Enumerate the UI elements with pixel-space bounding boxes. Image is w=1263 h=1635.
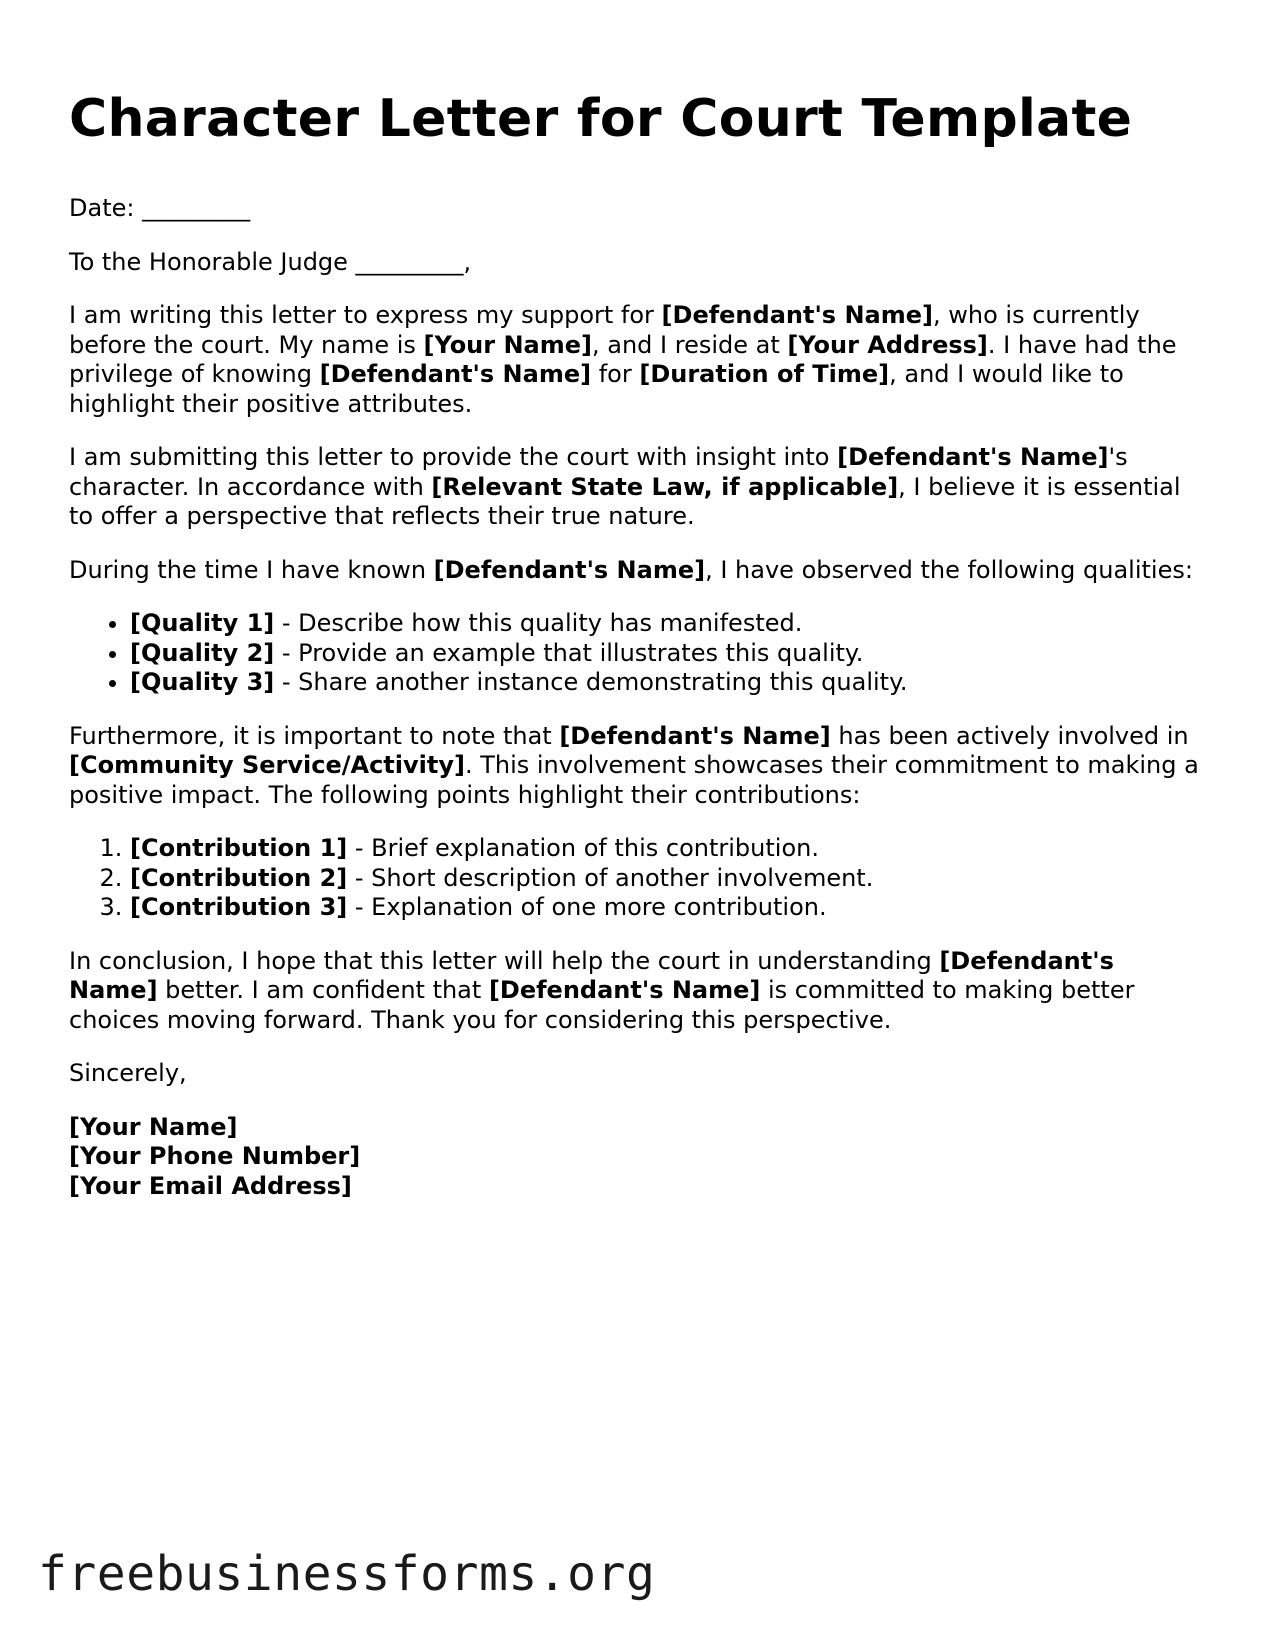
signature-block — [69, 1113, 1199, 1202]
your-address-placeholder: [Your Address] — [787, 330, 988, 359]
intro-text-5: for — [591, 360, 640, 388]
qualities-intro-text-2: , I have observed the following qualities: — [705, 555, 1193, 584]
date-line: Date: _________ — [69, 194, 251, 222]
quality-text: - Describe how this quality has manifested. — [274, 609, 803, 637]
list-item — [130, 893, 1199, 923]
list-item — [130, 609, 1199, 639]
contribution-text: - Explanation of one more contribution. — [347, 893, 827, 921]
list-item — [130, 639, 1199, 669]
community-service-placeholder: [Community Service/Activity] — [69, 751, 465, 779]
intro-text-3: , and I reside at — [592, 330, 788, 359]
quality-text: - Share another instance demonstrating this quality. — [274, 668, 908, 696]
quality-label: [Quality 3] — [130, 668, 275, 696]
defendant-name-placeholder: [Defendant's Name] — [559, 721, 831, 750]
qualities-list — [69, 609, 1199, 698]
letter-document — [69, 84, 1199, 1225]
intro-paragraph — [69, 301, 1199, 419]
contribution-label: [Contribution 3] — [130, 893, 348, 921]
your-name-placeholder: [Your Name] — [423, 330, 592, 359]
contribution-text: - Short description of another involvement. — [347, 863, 874, 892]
footer-watermark: freebusinessforms.org — [38, 1546, 656, 1602]
conclusion-text-1: In conclusion, I hope that this letter will help the court in understanding — [69, 946, 940, 975]
purpose-text-3: , I believe it is essential to offer a perspective that reflects their true nature. — [69, 472, 1181, 530]
duration-placeholder: [Duration of Time] — [639, 360, 890, 388]
intro-text-6: , and I would like to highlight their positive attributes. — [69, 360, 1124, 418]
purpose-text-1: I am submitting this letter to provide the court with insight into — [69, 443, 838, 471]
intro-text-2: , who is currently before the court. My name is — [69, 301, 1140, 359]
purpose-text-2: 's character. In accordance with — [69, 443, 1128, 501]
conclusion-text-2: better. I am confident that — [157, 976, 489, 1004]
quality-label: [Quality 1] — [130, 609, 275, 637]
community-text-1: Furthermore, it is important to note that — [69, 721, 560, 750]
signature-name: [Your Name] — [69, 1112, 238, 1141]
closing: Sincerely, — [69, 1059, 187, 1087]
contribution-label: [Contribution 1] — [130, 834, 348, 862]
purpose-paragraph — [69, 443, 1199, 532]
conclusion-paragraph — [69, 947, 1199, 1036]
quality-text: - Provide an example that illustrates this quality. — [274, 638, 864, 667]
conclusion-text-3: is committed to making better choices moving forward. Thank you for considering this perspective. — [69, 976, 1135, 1034]
contribution-text: - Brief explanation of this contribution. — [347, 834, 819, 862]
contribution-label: [Contribution 2] — [130, 863, 348, 892]
defendant-name-placeholder: [Defendant's Name] — [488, 976, 761, 1004]
intro-text-1: I am writing this letter to express my support for — [69, 301, 662, 329]
community-paragraph — [69, 722, 1199, 811]
state-law-placeholder: [Relevant State Law, if applicable] — [431, 472, 899, 501]
qualities-intro-paragraph — [69, 556, 1199, 586]
intro-text-4: . I have had the privilege of knowing — [69, 330, 1177, 388]
quality-label: [Quality 2] — [130, 638, 275, 667]
contributions-list — [69, 834, 1199, 923]
salutation: To the Honorable Judge _________, — [69, 247, 472, 276]
signature-email: [Your Email Address] — [69, 1171, 352, 1200]
list-item — [130, 834, 1199, 864]
list-item — [130, 864, 1199, 894]
community-text-3: . This involvement showcases their commitment to making a positive impact. The following points highlight their contributions: — [69, 751, 1199, 809]
qualities-intro-text-1: During the time I have known — [69, 555, 434, 584]
defendant-name-placeholder: [Defendant's Name] — [661, 301, 933, 329]
defendant-name-placeholder: [Defendant's Name] — [433, 555, 706, 584]
signature-phone: [Your Phone Number] — [69, 1142, 361, 1170]
community-text-2: has been actively involved in — [830, 721, 1189, 750]
defendant-name-placeholder: [Defendant's Name] — [69, 946, 1114, 1004]
page-title: Character Letter for Court Template — [69, 89, 1133, 149]
defendant-name-placeholder: [Defendant's Name] — [837, 443, 1109, 471]
list-item — [130, 668, 1199, 698]
defendant-name-placeholder: [Defendant's Name] — [319, 360, 592, 388]
